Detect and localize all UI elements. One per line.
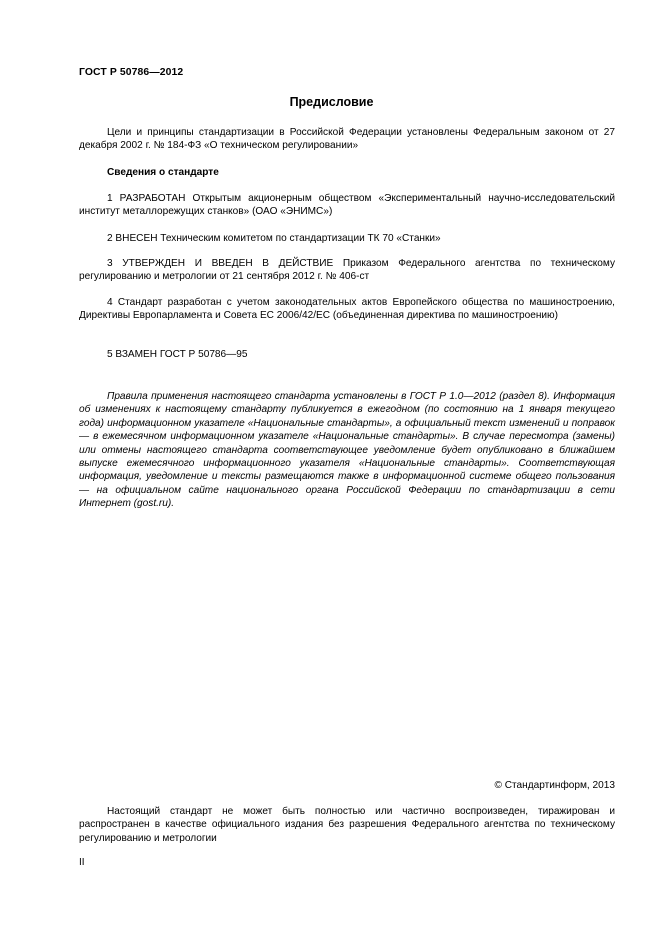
page-title: Предисловие <box>289 95 374 109</box>
item-2-introduced: 2 ВНЕСЕН Техническим комитетом по стандартизации ТК 70 «Станки» <box>107 233 441 244</box>
section-heading: Сведения о стандарте <box>107 167 219 178</box>
item-5-replaces: 5 ВЗАМЕН ГОСТ Р 50786—95 <box>107 349 248 360</box>
rules-note: Правила применения настоящего стандарта установлены в ГОСТ Р 1.0—2012 (раздел 8). Информация об изменениях к настоящему стандарту публикуется в ежегодном (по состоянию на 1 января текущего года) информационном указателе «Национальные стандарты», а официальный текст изменений и поправок — в ежемесячном информационном указателе «Национальные стандарты». В случае пересмотра (замены) или отмены настоящего стандарта соответствующее уведомление будет опубликовано в ближайшем выпуске ежемесячного информационного указателя «Национальные стандарты». Соответствующая информация, уведомление и тексты размещаются также в информационной системе общего пользования — на официальном сайте национального органа Российской Федерации по стандартизации в сети Интернет (gost.ru). <box>79 391 615 510</box>
copyright-line: © Стандартинформ, 2013 <box>494 780 615 791</box>
document-header: ГОСТ Р 50786—2012 <box>79 67 184 78</box>
page-number: II <box>79 857 85 868</box>
reproduction-notice: Настоящий стандарт не может быть полностью или частично воспроизведен, тиражирован и распространен в качестве официального издания без разрешения Федерального агентства по техническому регулированию и метрологии <box>79 806 615 844</box>
intro-paragraph: Цели и принципы стандартизации в Российской Федерации установлены Федеральным законом от 27 декабря 2002 г. № 184-ФЗ «О техническом регулировании» <box>79 127 615 152</box>
item-1-developed: 1 РАЗРАБОТАН Открытым акционерным обществом «Экспериментальный научно-исследовательский институт металлорежущих станков» (ОАО «ЭНИМС») <box>79 193 615 218</box>
item-3-approved: 3 УТВЕРЖДЕН И ВВЕДЕН В ДЕЙСТВИЕ Приказом Федерального агентства по техническому регулированию и метрологии от 21 сентября 2012 г. № 406-ст <box>79 258 615 283</box>
item-4-developed-with: 4 Стандарт разработан с учетом законодательных актов Европейского общества по машиностроению, Директивы Европарламента и Совета ЕС 2006/42/ЕС (объединенная директива по машиностроению) <box>79 297 615 322</box>
